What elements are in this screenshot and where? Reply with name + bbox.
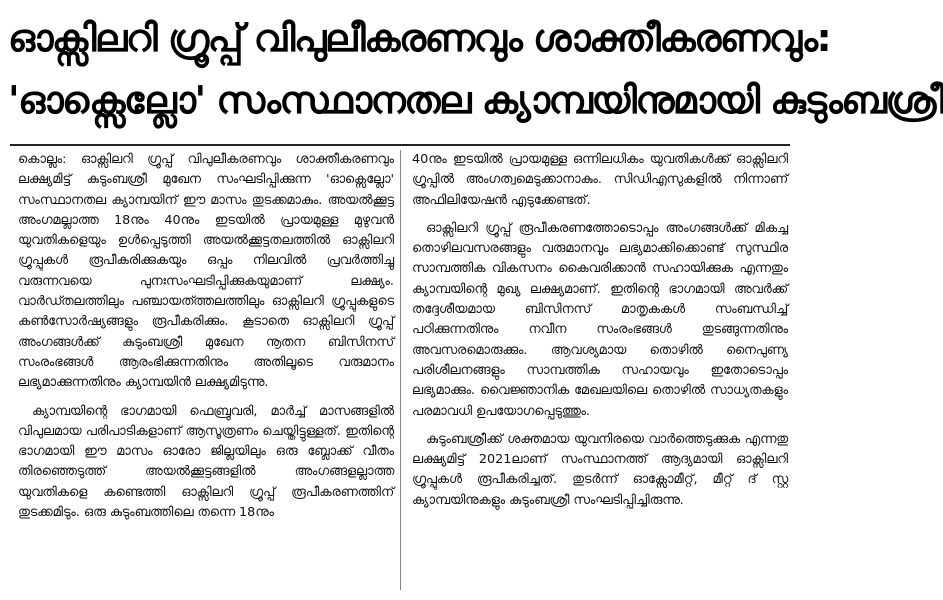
article-paragraph: കൊല്ലം: ഓക്സിലറി ഗ്രൂപ്പ് വിപുലീകരണവും ശാക്തീകരണവും ലക്ഷ്യമിട്ട് കുടുംബശ്രീ മുഖേന സംഘടിപ്പിക്കുന്ന 'ഓക്സെല്ലോ' സംസ്ഥാനതല ക്യാമ്പയിന് ഈ മാസം തുടക്കമാകും. അയൽക്കൂട്ട അംഗമല്ലാത്ത 18നും 40നും ഇടയിൽ പ്രായമുള്ള മുഴുവൻ യുവതികളെയും ഉൾപ്പെടുത്തി അയൽക്കൂട്ടതലത്തിൽ ഓക്സിലറി ഗ്രൂപ്പുകൾ രൂപീകരിക്കുകയും ഒപ്പം നിലവിൽ പ്രവർത്തിച്ചു വരുന്നവയെ പുനഃസംഘടിപ്പിക്കുകയുമാണ് ലക്ഷ്യം. വാർഡ്തലത്തിലും പഞ്ചായത്ത്തലത്തിലും ഓക്സിലറി ഗ്രൂപ്പുകളുടെ കൺസോർഷ്യങ്ങളും രൂപീകരിക്കും. കൂടാതെ ഓക്സിലറി ഗ്രൂപ്പ് അംഗങ്ങൾക്ക് കുടുംബശ്രീ മുഖേന നൂതന ബിസിനസ് സംരംഭങ്ങൾ ആരംഭിക്കുന്നതിനും അതിലൂടെ വരുമാനം ലഭ്യമാക്കുന്നതിനും ക്യാമ്പയിൻ ലക്ഷ്യമിടുന്നു. [18,152,394,391]
headline-line-2: 'ഓക്സെല്ലോ' സംസ്ഥാനതല ക്യാമ്പയിനുമായി കുടുംബശ്രീ [8,78,943,122]
article-paragraph: ക്യാമ്പയിന്റെ ഭാഗമായി ഫെബ്രുവരി, മാർച്ച് മാസങ്ങളിൽ വിപുലമായ പരിപാടികളാണ് ആസൂത്രണം ചെയ്തിട്ടുള്ളത്. ഇതിന്റെ ഭാഗമായി ഈ മാസം ഓരോ ജില്ലയിലും ഒരു ബ്ലോക്ക് വീതം തിരഞ്ഞെടുത്ത് അയൽക്കൂട്ടങ്ങളിൽ അംഗങ്ങളല്ലാത്ത യുവതികളെ കണ്ടെത്തി ഓക്സിലറി ഗ്രൂപ്പ് രൂപീകരണത്തിന് തുടക്കമിടും. ഒരു കുടുംബത്തിലെ തന്നെ 18നും [18,403,394,521]
article-column-left [18,150,394,531]
article-paragraph: 40നും ഇടയിൽ പ്രായമുള്ള ഒന്നിലധികം യുവതികൾക്ക് ഓക്സിലറി ഗ്രൂപ്പിൽ അംഗത്വമെടുക്കാനാകും. സിഡിഎസുകളിൽ നിന്നാണ് അഫിലിയേഷൻ എടുക്കേണ്ടത്. [412,152,788,208]
column-divider [400,150,401,590]
article-column-right [412,150,788,519]
headline [0,0,943,138]
article-paragraph: കുടുംബശ്രീക്ക് ശക്തമായ യുവനിരയെ വാർത്തെടുക്കുക എന്നതു ലക്ഷ്യമിട്ട് 2021ലാണ് സംസ്ഥാനത്ത് ആദ്യമായി ഓക്സിലറി ഗ്രൂപ്പുകൾ രൂപീകരിച്ചത്. തുടർന്ന് ഓക്സോമീറ്റ്, മീറ്റ് ദ് സ്റ്റ ക്യാമ്പയിനുകളും കുടുംബശ്രീ സംഘടിപ്പിച്ചിരുന്നു. [412,431,788,508]
headline-divider [10,144,790,146]
article-paragraph: ഓക്സിലറി ഗ്രൂപ്പ് രൂപീകരണത്തോടൊപ്പം അംഗങ്ങൾക്ക് മികച്ച തൊഴിലവസരങ്ങളും വരുമാനവും ലഭ്യമാക്കിക്കൊണ്ട് സുസ്ഥിര സാമ്പത്തിക വികസനം കൈവരിക്കാൻ സഹായിക്കുക എന്നതും ക്യാമ്പയിന്റെ മുഖ്യ ലക്ഷ്യമാണ്. ഇതിന്റെ ഭാഗമായി അവർക്ക് തദ്ദേശീയമായ ബിസിനസ് മാതൃകകൾ സംബന്ധിച്ച് പഠിക്കുന്നതിനും നവീന സംരംഭങ്ങൾ തുടങ്ങുന്നതിനും അവസരമൊരുക്കും. ആവശ്യമായ തൊഴിൽ നൈപുണ്യ പരിശീലനങ്ങളും സാമ്പത്തിക സഹായവും ഇതോടൊപ്പം ലഭ്യമാക്കും. വൈജ്ഞാനിക മേഖലയിലെ തൊഴിൽ സാധ്യതകളും പരമാവധി ഉപയോഗപ്പെടുത്തും. [412,220,788,419]
headline-line-1: ഓക്സിലറി ഗ്രൂപ്പ് വിപുലീകരണവും ശാക്തീകരണവും: [8,16,831,60]
